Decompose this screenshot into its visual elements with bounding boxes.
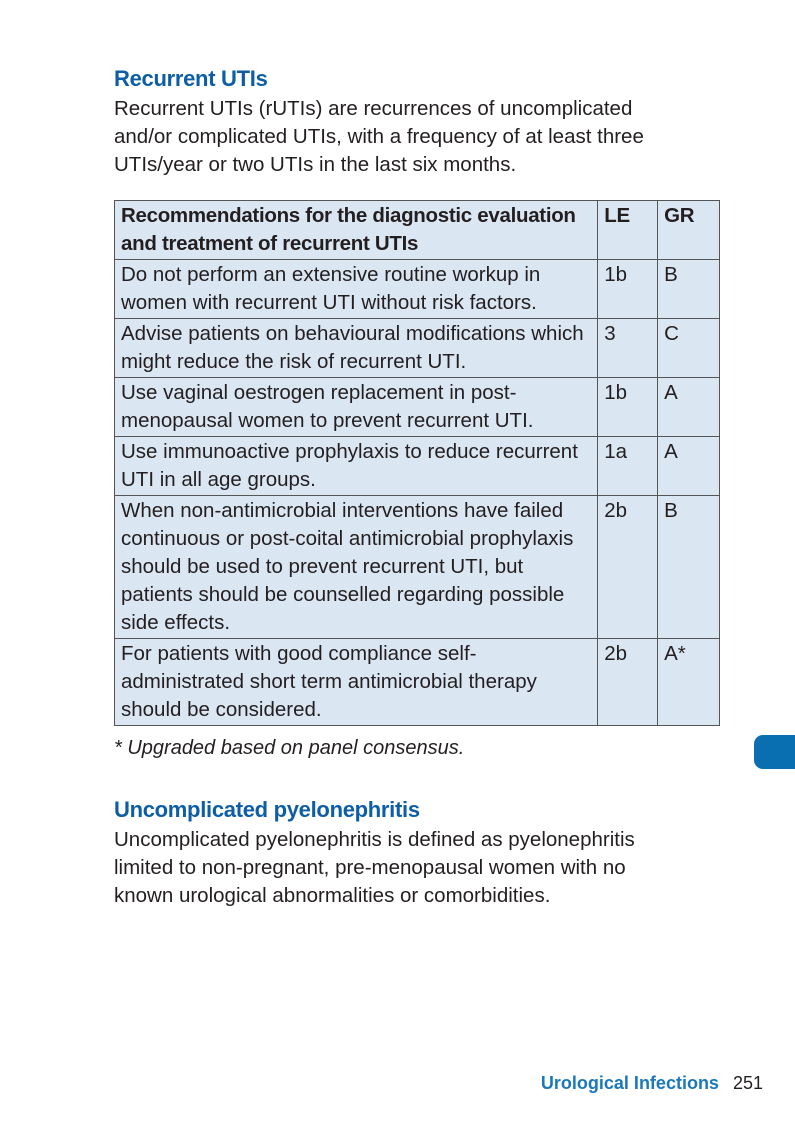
paragraph-line: Uncomplicated pyelonephritis is defined as pyelonephritis — [114, 828, 635, 851]
header-le: LE — [598, 201, 658, 260]
recurrent-utis-paragraph — [114, 95, 694, 179]
gr-value: B — [658, 260, 720, 319]
chapter-tab-marker — [754, 735, 795, 769]
recommendation-text: Advise patients on behavioural modifications which might reduce the risk of recurrent UTI. — [115, 319, 598, 378]
pyelonephritis-paragraph — [114, 826, 694, 910]
table-row — [115, 496, 720, 639]
le-value: 1b — [598, 378, 658, 437]
page-footer — [541, 1073, 763, 1094]
paragraph-line: UTIs/year or two UTIs in the last six months. — [114, 153, 517, 176]
header-gr: GR — [658, 201, 720, 260]
table-row — [115, 437, 720, 496]
table-row — [115, 260, 720, 319]
recommendations-table — [114, 200, 720, 726]
le-value: 2b — [598, 496, 658, 639]
table-footnote: * Upgraded based on panel consensus. — [114, 737, 465, 759]
paragraph-line: and/or complicated UTIs, with a frequency of at least three — [114, 125, 644, 148]
recommendation-text: Do not perform an extensive routine workup in women with recurrent UTI without risk factors. — [115, 260, 598, 319]
gr-value: A — [658, 437, 720, 496]
le-value: 1a — [598, 437, 658, 496]
table-row — [115, 639, 720, 726]
recommendation-text: When non-antimicrobial interventions have failed continuous or post-coital antimicrobial prophylaxis should be used to prevent recurrent UTI, but patients should be counselled regarding possible side effects. — [115, 496, 598, 639]
le-value: 3 — [598, 319, 658, 378]
gr-value: B — [658, 496, 720, 639]
paragraph-line: known urological abnormalities or comorbidities. — [114, 884, 551, 907]
recommendation-text: For patients with good compliance self-administrated short term antimicrobial therapy should be considered. — [115, 639, 598, 726]
header-recommendations: Recommendations for the diagnostic evaluation and treatment of recurrent UTIs — [115, 201, 598, 260]
recommendation-text: Use vaginal oestrogen replacement in post-menopausal women to prevent recurrent UTI. — [115, 378, 598, 437]
section-title-uncomplicated-pyelonephritis: Uncomplicated pyelonephritis — [114, 797, 420, 822]
table-row — [115, 378, 720, 437]
paragraph-line: limited to non-pregnant, pre-menopausal women with no — [114, 856, 626, 879]
section-title-recurrent-utis: Recurrent UTIs — [114, 66, 268, 91]
gr-value: A — [658, 378, 720, 437]
table-header-row — [115, 201, 720, 260]
table-row — [115, 319, 720, 378]
page-number: 251 — [732, 1073, 763, 1093]
footer-section-name: Urological Infections — [540, 1073, 719, 1093]
recommendation-text: Use immunoactive prophylaxis to reduce recurrent UTI in all age groups. — [115, 437, 598, 496]
le-value: 2b — [598, 639, 658, 726]
le-value: 1b — [598, 260, 658, 319]
gr-value: C — [658, 319, 720, 378]
paragraph-line: Recurrent UTIs (rUTIs) are recurrences of uncomplicated — [114, 97, 633, 120]
gr-value: A* — [658, 639, 720, 726]
